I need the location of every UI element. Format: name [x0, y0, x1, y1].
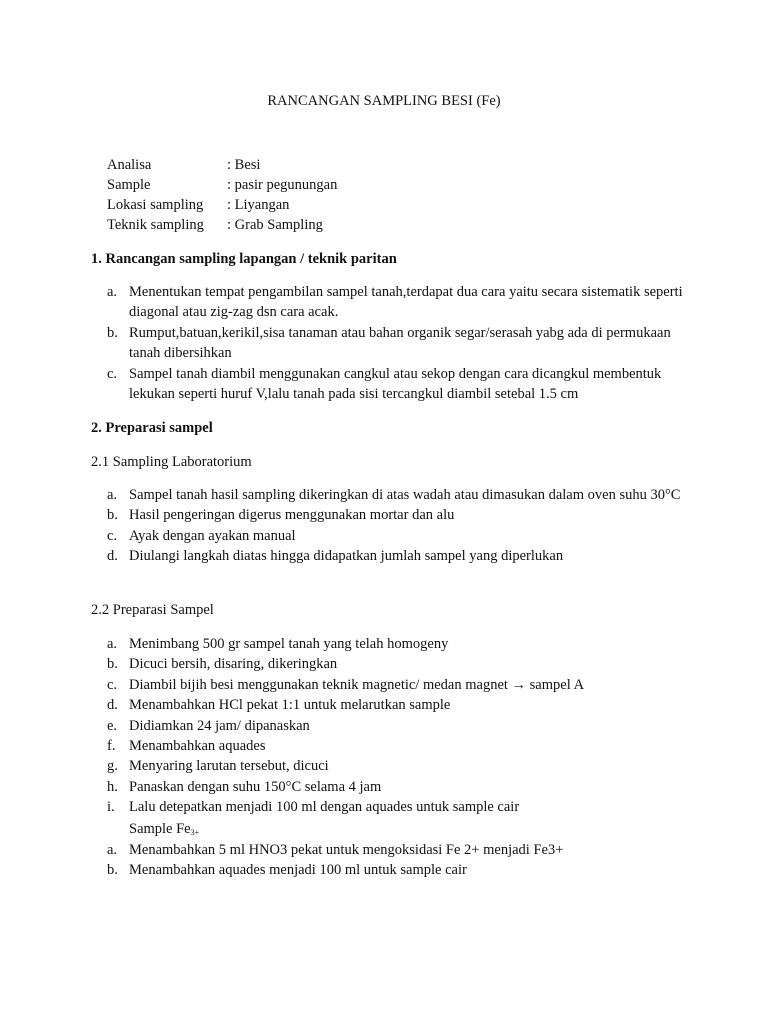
- list-item: [107, 860, 687, 880]
- list-item: [107, 716, 687, 736]
- info-value: : Besi: [227, 157, 261, 173]
- section-1-list: [107, 282, 687, 404]
- list-marker: f.: [107, 738, 116, 755]
- list-item: [107, 505, 687, 525]
- list-item: [107, 654, 687, 674]
- info-key: Lokasi sampling: [107, 197, 204, 213]
- list-marker: b.: [107, 507, 118, 524]
- list-item: [107, 485, 687, 505]
- list-text: Panaskan dengan suhu 150°C selama 4 jam: [129, 778, 382, 795]
- list-item: [107, 695, 687, 715]
- list-marker: d.: [107, 697, 118, 714]
- info-block: [107, 155, 337, 235]
- list-text: Diulangi langkah diatas hingga didapatkan jumlah sampel yang diperlukan: [129, 548, 564, 565]
- info-value: : Grab Sampling: [227, 217, 323, 233]
- list-marker: c.: [107, 527, 118, 544]
- info-row-teknik: [107, 215, 337, 235]
- list-item: [107, 282, 687, 323]
- list-item: [107, 634, 687, 654]
- list-marker: e.: [107, 717, 118, 734]
- list-item: [107, 323, 687, 364]
- info-value: : pasir pegunungan: [227, 177, 338, 193]
- list-marker: g.: [107, 758, 118, 775]
- list-marker: b.: [107, 862, 118, 879]
- list-marker: a.: [107, 636, 118, 652]
- list-text: Menyaring larutan tersebut, dicuci: [129, 758, 329, 775]
- list-item: [107, 756, 687, 776]
- list-item: [107, 364, 687, 405]
- list-item: [107, 840, 687, 860]
- list-item: [107, 675, 687, 695]
- list-item: [107, 546, 687, 566]
- list-text: Didiamkan 24 jam/ dipanaskan: [129, 717, 310, 734]
- list-item: [107, 797, 687, 817]
- list-text: Rumput,batuan,kerikil,sisa tanaman atau bahan organik segar/serasah yabg ada di permukaan tanah dibersihkan: [129, 324, 671, 362]
- sample-fe-subscript: 3+: [190, 828, 200, 837]
- info-row-analisa: [107, 155, 337, 175]
- document-title: RANCANGAN SAMPLING BESI (Fe): [267, 93, 501, 109]
- list-marker: c.: [107, 365, 118, 382]
- info-row-lokasi: [107, 195, 337, 215]
- subsection-2-2-list: [107, 634, 687, 818]
- sample-fe-list: [107, 840, 687, 881]
- sample-fe-text: Sample Fe: [129, 821, 191, 837]
- list-text: Ayak dengan ayakan manual: [129, 527, 296, 544]
- list-text: Menambahkan aquades: [129, 738, 266, 755]
- list-marker: b.: [107, 656, 118, 673]
- list-text: Lalu detepatkan menjadi 100 ml dengan aquades untuk sample cair: [129, 799, 520, 816]
- info-value: : Liyangan: [227, 197, 290, 213]
- list-marker: d.: [107, 548, 118, 565]
- list-text: Hasil pengeringan digerus menggunakan mortar dan alu: [129, 507, 455, 524]
- list-text: Menambahkan HCl pekat 1:1 untuk melarutkan sample: [129, 697, 451, 714]
- list-text: Menambahkan aquades menjadi 100 ml untuk sample cair: [129, 862, 467, 879]
- list-marker: h.: [107, 778, 118, 795]
- subsection-2-2-heading: 2.2 Preparasi Sampel: [91, 602, 214, 618]
- section-1-heading: 1. Rancangan sampling lapangan / teknik paritan: [91, 251, 397, 267]
- list-text: Dicuci bersih, disaring, dikeringkan: [129, 656, 338, 673]
- list-marker: b.: [107, 324, 118, 341]
- list-marker: a.: [107, 284, 118, 300]
- list-text: Menentukan tempat pengambilan sampel tanah,terdapat dua cara yaitu secara sistematik seperti diagonal atau zig-zag dsn cara acak.: [129, 284, 683, 321]
- list-marker: a.: [107, 487, 118, 503]
- list-text: Sampel tanah hasil sampling dikeringkan di atas wadah atau dimasukan dalam oven suhu 30°C: [129, 487, 681, 503]
- list-text: Diambil bijih besi menggunakan teknik magnetic/ medan magnet → sampel A: [129, 676, 585, 693]
- info-key: Teknik sampling: [107, 217, 204, 233]
- list-marker: c.: [107, 676, 118, 693]
- list-item: [107, 736, 687, 756]
- subsection-2-1-heading: 2.1 Sampling Laboratorium: [91, 454, 252, 470]
- section-2-heading: 2. Preparasi sampel: [91, 420, 213, 436]
- subsection-2-1-list: [107, 485, 687, 567]
- list-text: Menambahkan 5 ml HNO3 pekat untuk mengoksidasi Fe 2+ menjadi Fe3+: [129, 842, 564, 858]
- list-text: Sampel tanah diambil menggunakan cangkul atau sekop dengan cara dicangkul membentuk lekukan seperti huruf V,lalu tanah pada sisi tercangkul diambil setebal 1.5 cm: [129, 365, 662, 403]
- info-row-sample: [107, 175, 337, 195]
- info-key: Sample: [107, 177, 151, 193]
- info-key: Analisa: [107, 157, 152, 173]
- list-item: [107, 777, 687, 797]
- list-text: Menimbang 500 gr sampel tanah yang telah homogeny: [129, 636, 449, 652]
- list-item: [107, 526, 687, 546]
- list-marker: i.: [107, 799, 115, 816]
- list-marker: a.: [107, 842, 118, 858]
